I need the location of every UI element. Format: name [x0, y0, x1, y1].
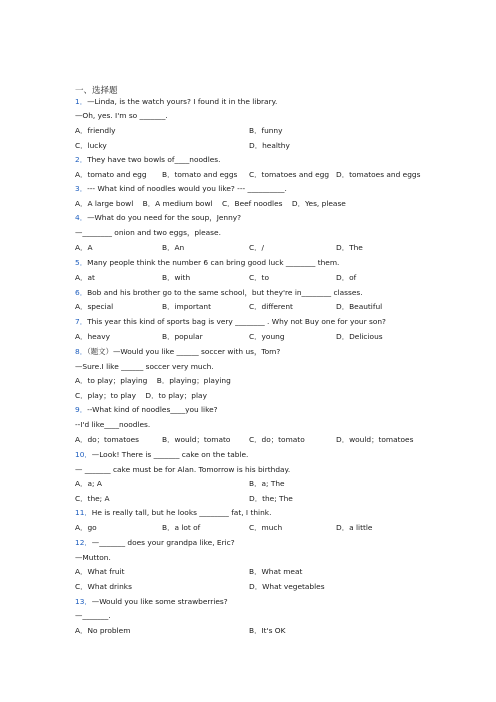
- question-13-stem: 13．—Would you like some strawberries?: [75, 597, 228, 606]
- question-8-stem: 8．（题文）—Would you like ______ soccer with us，Tom?: [75, 347, 281, 356]
- question-4-stem: 4．—What do you need for the soup，Jenny?: [75, 213, 242, 222]
- question-10-option-a[interactable]: A．a; A: [75, 479, 102, 488]
- question-11-option-c[interactable]: C．much: [249, 523, 283, 532]
- question-8-reply: —Sure.I like ______ soccer very much.: [75, 362, 214, 371]
- question-9-reply: --I'd like____noodles.: [75, 420, 151, 429]
- question-10-reply: — _______ cake must be for Alan. Tomorrow is his birthday.: [75, 465, 291, 474]
- question-13-reply: —_______.: [75, 611, 111, 620]
- question-1-option-a[interactable]: A．friendly: [75, 126, 116, 135]
- question-8-option-b[interactable]: B．playing；playing: [156, 376, 231, 385]
- question-7-stem: 7．This year this kind of sports bag is very ________ . Why not Buy one for your son?: [75, 317, 386, 326]
- question-1-option-b[interactable]: B．funny: [249, 126, 283, 135]
- question-number: 3．: [75, 184, 88, 193]
- question-3-option-b[interactable]: B．A medium bowl: [142, 199, 213, 208]
- question-3-option-c[interactable]: C．Beef noodles: [221, 199, 283, 208]
- question-7-option-b[interactable]: B．popular: [162, 332, 203, 341]
- question-4-reply: —________ onion and two eggs，please.: [75, 228, 221, 237]
- question-9-option-c[interactable]: C．do；tomato: [249, 435, 305, 444]
- question-7-option-c[interactable]: C．young: [249, 332, 285, 341]
- question-5-stem: 5．Many people think the number 6 can bring good luck ________ them.: [75, 258, 340, 267]
- question-6-option-b[interactable]: B．important: [162, 302, 211, 311]
- question-2-option-a[interactable]: A．tomato and egg: [75, 170, 147, 179]
- question-number: 1．: [75, 97, 88, 106]
- question-10-option-b[interactable]: B．a; The: [249, 479, 285, 488]
- question-10-option-c[interactable]: C．the; A: [75, 494, 110, 503]
- question-8-option-c[interactable]: C．play；to play: [75, 391, 137, 400]
- question-12-option-d[interactable]: D．What vegetables: [249, 582, 325, 591]
- question-3-options: [75, 199, 346, 209]
- question-13-option-a[interactable]: A．No problem: [75, 626, 131, 635]
- question-9-stem: 9．--What kind of noodles____you like?: [75, 405, 218, 414]
- question-12-stem: 12．—_______ does your grandpa like, Eric?: [75, 538, 235, 547]
- question-3-option-d[interactable]: D．Yes, please: [291, 199, 346, 208]
- question-number: 4．: [75, 213, 88, 222]
- question-3-option-a[interactable]: A．A large bowl: [75, 199, 134, 208]
- question-6-option-d[interactable]: D．Beautiful: [336, 302, 383, 311]
- question-9-option-d[interactable]: D．would；tomatoes: [336, 435, 414, 444]
- question-7-option-d[interactable]: D．Delicious: [336, 332, 383, 341]
- question-6-stem: 6．Bob and his brother go to the same school，but they're in________ classes.: [75, 288, 363, 297]
- question-number: 8．: [75, 347, 88, 356]
- question-4-option-c[interactable]: C．/: [249, 243, 265, 252]
- question-3-stem: 3．--- What kind of noodles would you like? --- __________.: [75, 184, 287, 193]
- question-5-option-c[interactable]: C．to: [249, 273, 269, 282]
- question-1-option-c[interactable]: C．lucky: [75, 141, 107, 150]
- question-5-option-a[interactable]: A．at: [75, 273, 95, 282]
- question-number: 12．: [75, 538, 92, 547]
- question-5-option-d[interactable]: D．of: [336, 273, 357, 282]
- question-10-stem: 10．—Look! There is _______ cake on the table.: [75, 450, 249, 459]
- question-5-option-b[interactable]: B．with: [162, 273, 191, 282]
- question-1-stem: 1．—Linda, is the watch yours? I found it in the library.: [75, 97, 278, 106]
- question-9-option-b[interactable]: B．would；tomato: [162, 435, 231, 444]
- question-number: 6．: [75, 288, 88, 297]
- question-12-option-a[interactable]: A．What fruit: [75, 567, 125, 576]
- question-number: 2．: [75, 155, 88, 164]
- question-8-option-a[interactable]: A．to play；playing: [75, 376, 148, 385]
- question-2-option-c[interactable]: C．tomatoes and egg: [249, 170, 330, 179]
- question-11-stem: 11．He is really tall, but he looks ________ fat, I think.: [75, 508, 272, 517]
- question-12-option-b[interactable]: B．What meat: [249, 567, 303, 576]
- question-number: 13．: [75, 597, 92, 606]
- question-4-option-a[interactable]: A．A: [75, 243, 93, 252]
- question-11-option-a[interactable]: A．go: [75, 523, 97, 532]
- question-11-option-b[interactable]: B．a lot of: [162, 523, 201, 532]
- question-11-option-d[interactable]: D．a little: [336, 523, 373, 532]
- question-number: 7．: [75, 317, 88, 326]
- question-2-stem: 2．They have two bowls of____noodles.: [75, 155, 221, 164]
- question-6-option-a[interactable]: A．special: [75, 302, 114, 311]
- question-2-option-d[interactable]: D．tomatoes and eggs: [336, 170, 421, 179]
- question-4-option-d[interactable]: D．The: [336, 243, 363, 252]
- question-1-option-d[interactable]: D．healthy: [249, 141, 290, 150]
- question-10-option-d[interactable]: D．the; The: [249, 494, 293, 503]
- question-6-option-c[interactable]: C．different: [249, 302, 293, 311]
- question-8-options-cd: [75, 391, 207, 401]
- question-12-option-c[interactable]: C．What drinks: [75, 582, 132, 591]
- question-number: 9．: [75, 405, 88, 414]
- question-number: 11．: [75, 508, 92, 517]
- question-4-option-b[interactable]: B．An: [162, 243, 185, 252]
- question-13-option-b[interactable]: B．It's OK: [249, 626, 286, 635]
- question-8-option-d[interactable]: D．to play；play: [145, 391, 207, 400]
- question-8-options-ab: [75, 376, 231, 386]
- question-1-reply: —Oh, yes. I'm so _______.: [75, 111, 168, 120]
- question-9-option-a[interactable]: A．do；tomatoes: [75, 435, 140, 444]
- question-number: 10．: [75, 450, 92, 459]
- question-7-option-a[interactable]: A．heavy: [75, 332, 110, 341]
- section-title: 一、选择题: [75, 86, 118, 96]
- question-number: 5．: [75, 258, 88, 267]
- question-12-reply: —Mutton.: [75, 553, 111, 562]
- question-2-option-b[interactable]: B．tomato and eggs: [162, 170, 238, 179]
